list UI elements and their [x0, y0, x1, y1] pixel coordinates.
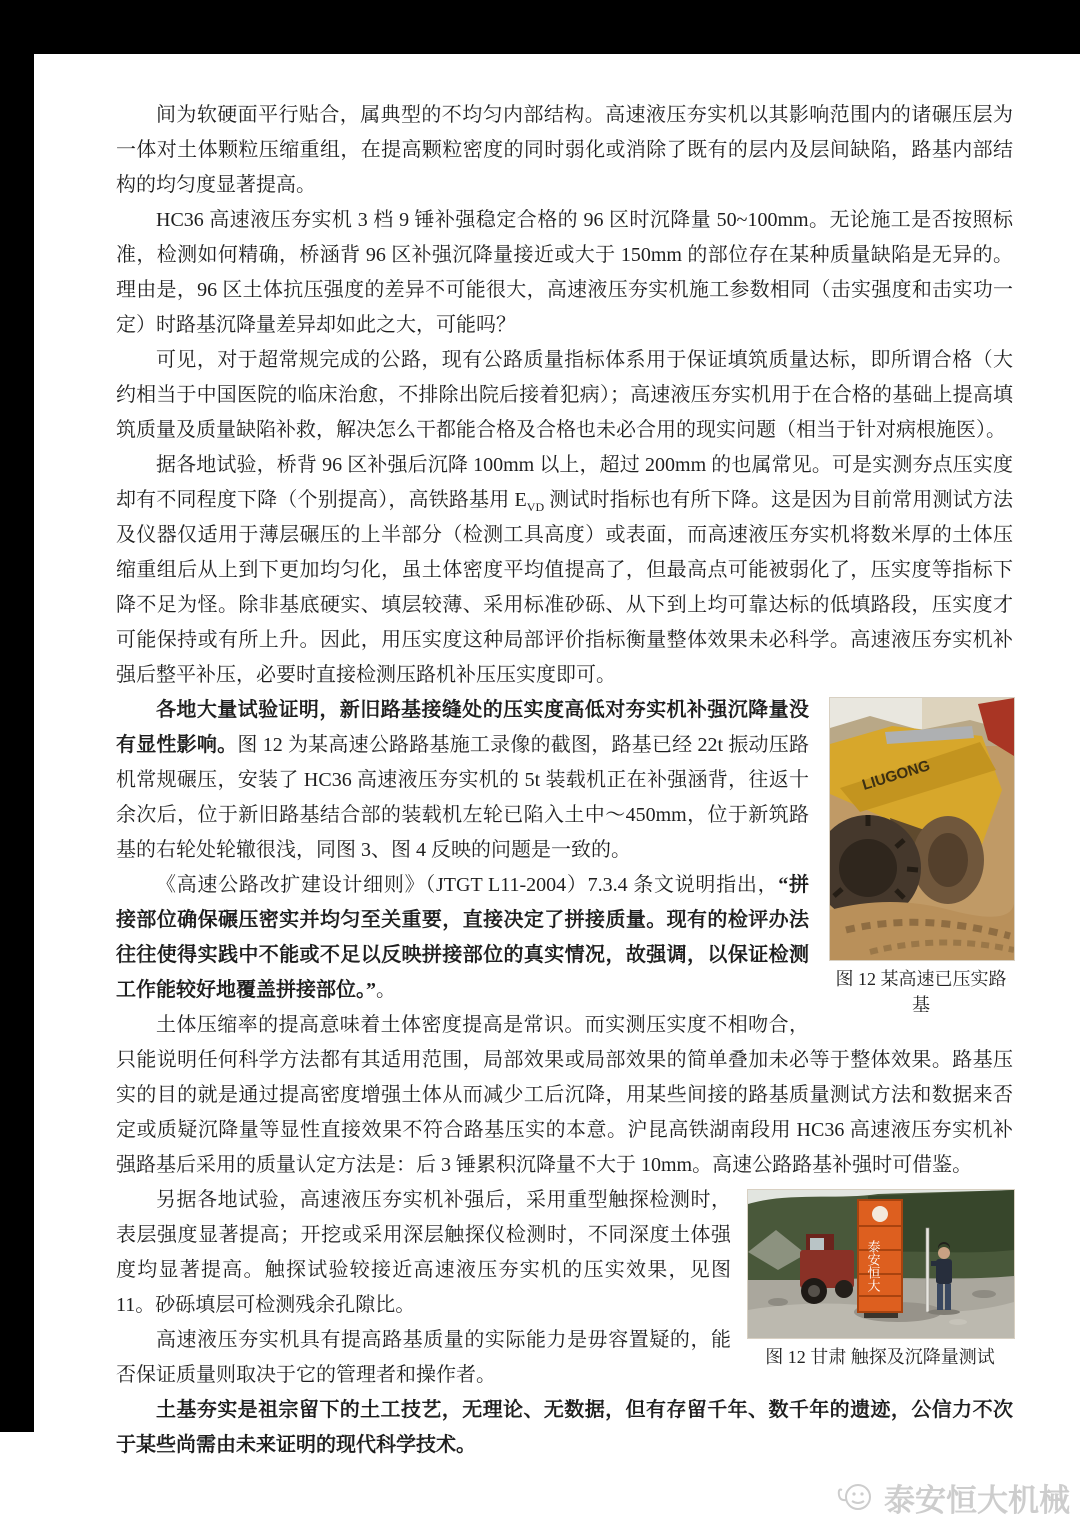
paragraph-quality-system: 可见，对于超常规完成的公路，现有公路质量指标体系用于保证填筑质量达标，即所谓合格（大约相当于中国医院的临床治愈，不排除出院后接着犯病）；高速液压夯实机用于在合格的基础上提高填筑质量及质量缺陷补救，解决怎么干都能合格及合格也未必合用的现实问题（相当于针对病根施医）。: [116, 349, 1013, 441]
paragraph-text: 。: [376, 979, 396, 1001]
hengda-logo-icon: [836, 1480, 880, 1516]
loader-photo: [829, 697, 1015, 961]
paragraph-conclusion: 土基夯实是祖宗留下的土工技艺，无理论、无数据，但有存留千年、数千年的遗迹，公信力不次于某些尚需由未来证明的现代科学技术。: [116, 1399, 1013, 1456]
liugong-brand-text: LIUGONG: [860, 757, 933, 794]
figure1-caption: 图 12 某高速已压实路基: [835, 969, 1007, 1015]
tower-brand-text: 泰安恒大: [865, 1240, 881, 1292]
paragraph-penetration-results: 另据各地试验，高速液压夯实机补强后，采用重型触探检测时，表层强度显著提高；开挖或采用深层触探仪检测时，不同深度土体强度均显著提高。触探试验较接近高速液压夯实机的压实效果，见图 11。砂砾填层可检测残余孔隙比。: [116, 1189, 731, 1316]
paragraph-test-results: [116, 448, 1013, 693]
figure-penetration-test: [747, 1189, 1013, 1370]
article-content: [116, 98, 1013, 1463]
watermark-text: 泰安恒大机械: [884, 1483, 1070, 1518]
bold-statement: 各地大量试验证明，新旧路基接缝处的压实度高低对夯实机补强沉降量没有显性影响。: [116, 699, 809, 756]
test-site-photo: [747, 1189, 1015, 1339]
figure2-caption: 图 12 甘肃 触探及沉降量测试: [765, 1347, 995, 1367]
paragraph-capability: 高速液压夯实机具有提高路基质量的实际能力是毋容置疑的，能否保证质量则取决于它的管理者和操作者。: [116, 1329, 731, 1386]
paragraph-text: 测试时指标也有所下降。这是因为目前常用测试方法及仪器仅适用于薄层碾压的上半部分（检测工具高度）或表面，而高速液压夯实机将数米厚的土体压缩重组后从上到下更加均匀化，虽土体密度平均值提高了，但最高点可能被弱化了，压实度等指标下降不足为怪。除非基底硬实、填层较薄、采用标准砂砾、从下到上均可靠达标的低填路段，压实度才可能保持或有所上升。因此，用压实度这种局部评价指标衡量整体效果未必科学。高速液压夯实机补强后整平补压，必要时直接检测压路机补压压实度即可。: [116, 489, 1014, 686]
figure-compacted-roadbed: [829, 697, 1013, 1018]
left-border: [0, 0, 34, 1432]
paragraph-text: 图 12 为某高速公路路基施工录像的截图，路基已经 22t 振动压路机常规碾压，安装了 HC36 高速液压夯实机的 5t 装载机正在补强涵背，往返十余次后，位于新旧路基结合部的装载机左轮已陷入土中～450mm，位于新筑路基的右轮处轮辙很浅，同图 3、图 4 反映的问题是一致的。: [116, 734, 809, 861]
paragraph-hc36-settlement: HC36 高速液压夯实机 3 档 9 锤补强稳定合格的 96 区时沉降量 50~100mm。无论施工是否按照标准，检测如何精确，桥涵背 96 区补强沉降量接近或大于 150mm 的部位存在某种质量缺陷是无异的。理由是，96 区土体抗压强度的差异不可能很大，高速液压夯实机施工参数相同（击实强度和击实功一定）时路基沉降量差异却如此之大，可能吗？: [116, 209, 1013, 336]
paragraph-compression-rate: 土体压缩率的提高意味着土体密度提高是常识。而实测压实度不相吻合，只能说明任何科学方法都有其适用范围，局部效果或局部效果的简单叠加未必等于整体效果。路基压实的目的就是通过提高密度增强土体从而减少工后沉降，用某些间接的路基质量测试方法和数据来否定或质疑沉降量等显性直接效果不符合路基压实的本意。沪昆高铁湖南段用 HC36 高速液压夯实机补强路基后采用的质量认定方法是：后 3 锤累积沉降量不大于 10mm。高速公路路基补强时可借鉴。: [116, 1014, 1013, 1176]
bold-quote: “拼接部位确保碾压密实并均匀至关重要，直接决定了拼接质量。现有的检评办法往往使得实践中不能或不足以反映拼接部位的真实情况，故强调，以保证检测工作能较好地覆盖拼接部位。”: [116, 874, 810, 1001]
paragraph-text: 《高速公路改扩建设计细则》（JTGT L11-2004）7.3.4 条文说明指出，: [156, 874, 779, 896]
evd-subscript: VD: [526, 500, 545, 514]
paragraph-internal-structure: 间为软硬面平行贴合，属典型的不均匀内部结构。高速液压夯实机以其影响范围内的诸碾压层为一体对土体颗粒压缩重组，在提高颗粒密度的同时弱化或消除了既有的层内及层间缺陷，路基内部结构的均匀度显著提高。: [116, 104, 1013, 196]
paragraph-text: 据各地试验，桥背 96 区补强后沉降 100mm 以上，超过 200mm 的也属常见。可是实测夯点压实度却有不同程度下降（个别提高），高铁路基用 E: [116, 454, 1013, 511]
watermark: [836, 1475, 1070, 1520]
top-border: [0, 0, 1080, 54]
